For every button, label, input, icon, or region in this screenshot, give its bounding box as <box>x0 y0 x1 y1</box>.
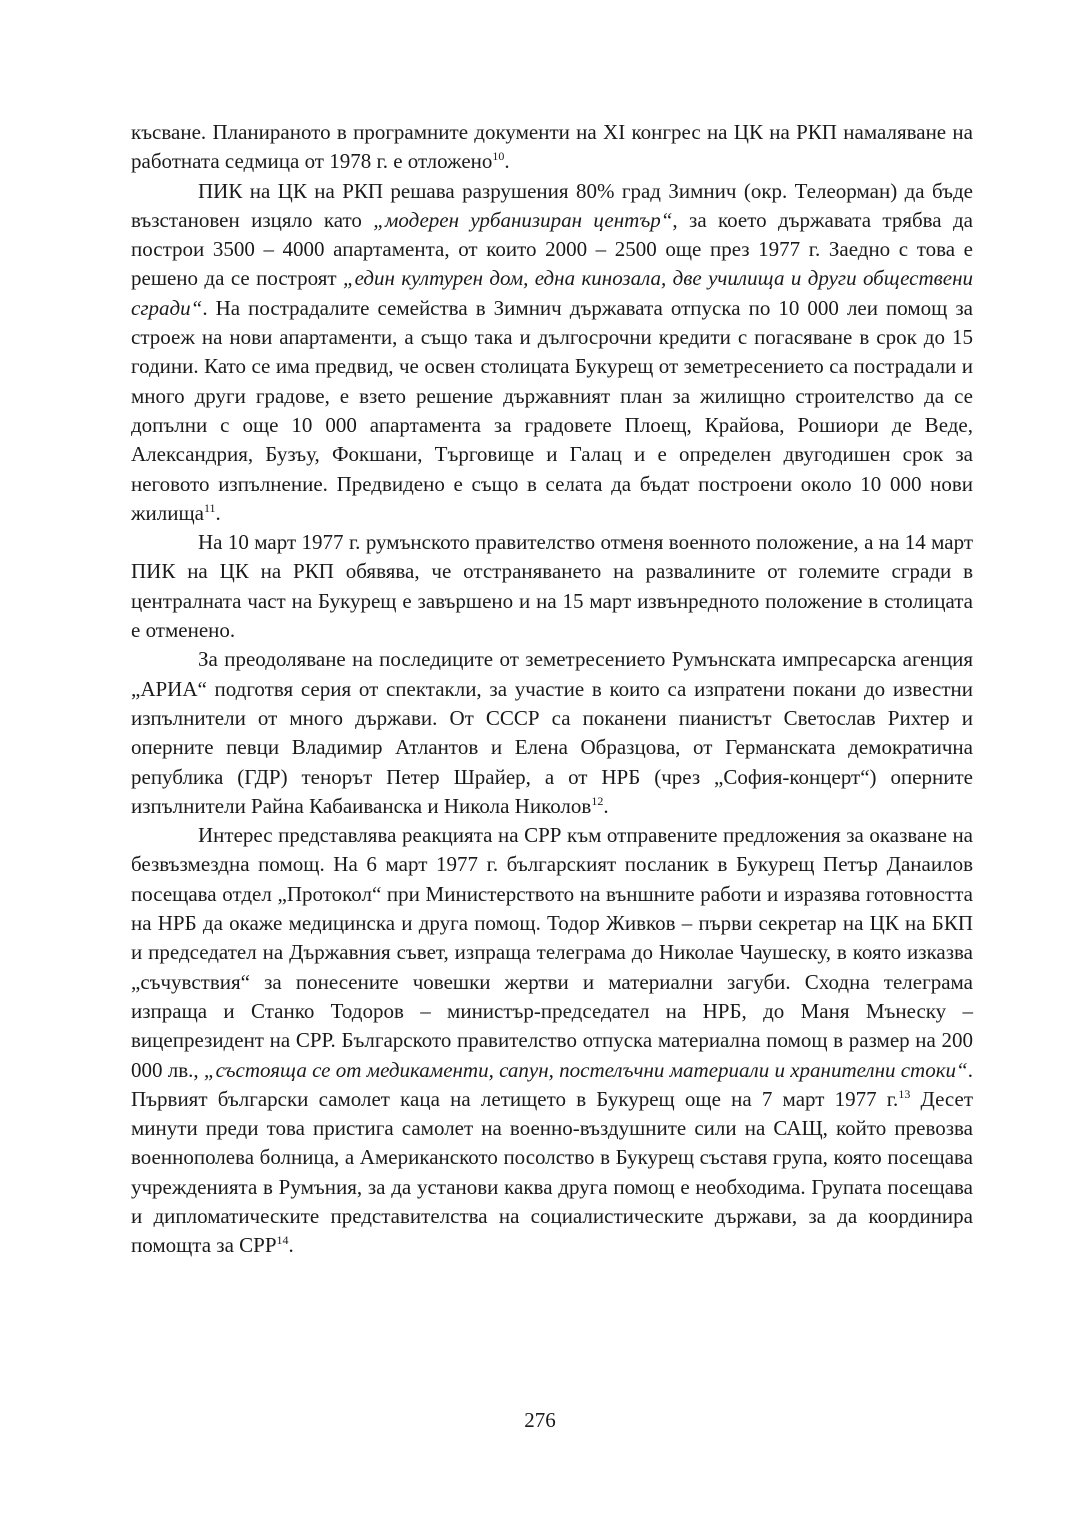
text-run: За преодоляване на последиците от земетресението Румънската импресарска агенция „АРИА“ подготвя серия от спектакли, за участие в които са изпратени покани до известни изпълнители от много държави. От СССР са поканени пианистът Светослав Рихтер и оперните певци Владимир Атлантов и Елена Образцова, от Германската демократична република (ГДР) тенорът Петер Шрайер, а от НРБ (чрез „София-концерт“) оперните изпълнители Райна Кабаиванска и Никола Николов <box>131 647 973 818</box>
text-run: Интерес представлява реакцията на СРР към отправените предложения за оказване на безвъзмездна помощ. На 6 март 1977 г. българският посланик в Букурещ Петър Данаилов посещава отдел „Протокол“ при Министерството на външните работи и изразява готовността на НРБ да окаже медицинска и друга помощ. Тодор Живков – първи секретар на ЦК на БКП и председател на Държавния съвет, изпраща телеграма до Николае Чаушеску, в която изказва „съчувствия“ за понесените човешки жертви и материални загуби. Сходна телеграма изпраща и Станко Тодоров – министър-председател на НРБ, до Маня Мънеску – вицепрезидент на СРР. Българското правителство отпуска материална помощ в размер на 200 000 лв., <box>131 823 973 1082</box>
text-run: . <box>603 793 609 818</box>
body-text <box>131 118 973 1261</box>
text-run: . <box>504 149 510 174</box>
italic-quote: „състояща се от медикаменти, сапун, постелъчни материали и хранителни стоки“ <box>203 1057 968 1082</box>
paragraph-3 <box>131 528 973 645</box>
text-run: . Първият български самолет каца на летището в Букурещ още на 7 март 1977 г. <box>131 1057 973 1111</box>
text-run: Десет минути преди това пристига самолет на военно-въздушните сили на САЩ, който превозва военнополева болница, а Американското посолство в Букурещ съставя група, която посещава учрежденията в Румъния, за да установи каква друга помощ е необходима. Групата посещава и дипломатическите представителства на социалистическите държави, за да координира помощта за СРР <box>131 1086 974 1258</box>
footnote-ref: 11 <box>203 500 216 515</box>
footnote-ref: 12 <box>591 793 604 808</box>
text-run: . На пострадалите семейства в Зимнич държавата отпуска по 10 000 леи помощ за строеж на нови апартаменти, а също така и дългосрочни кредити с погасяване в срок до 15 години. Като се има предвид, че освен столицата Букурещ от земетресението са пострадали и много други градове, е взето решение държавният план за жилищно строителство да се допълни с още 10 000 апартамента за градовете Плоещ, Крайова, Рошиори де Веде, Александрия, Бузъу, Фокшани, Търговище и Галац и е определен двугодишен срок за неговото изпълнение. Предвидено е също в селата да бъдат построени около 10 000 нови жилища <box>131 295 973 525</box>
text-run: На 10 март 1977 г. румънското правителство отменя военното положение, а на 14 март ПИК на ЦК на РКП обявява, че отстраняването на развалините от големите сгради в централната част на Букурещ е завършено и на 15 март извънредното положение в столицата е отменено. <box>131 530 973 643</box>
text-run: . <box>215 500 221 525</box>
paragraph-4 <box>131 645 973 821</box>
text-run: , за което държавата трябва да построи 3500 – 4000 апартамента, от които 2000 – 2500 още през 1977 г. Заедно с това е решено да се построят <box>131 207 973 291</box>
paragraph-1 <box>131 118 973 177</box>
footnote-ref: 13 <box>898 1086 911 1101</box>
footnote-ref: 10 <box>492 149 505 164</box>
paragraph-5 <box>131 821 973 1260</box>
text-run: ПИК на ЦК на РКП решава разрушения 80% град Зимнич (окр. Телеорман) да бъде възстановен изцяло като <box>131 178 973 232</box>
page-number: 276 <box>524 1408 556 1432</box>
italic-quote: „модерен урбанизиран център“ <box>373 207 673 232</box>
footnote-ref: 14 <box>276 1233 289 1248</box>
paragraph-2 <box>131 177 973 529</box>
text-run: . <box>288 1233 294 1258</box>
text-run: късване. Планираното в програмните документи на XI конгрес на ЦК на РКП намаляване на работната седмица от 1978 г. е отложено <box>131 120 973 174</box>
italic-quote: „един културен дом, една кинозала, две училища и други обществени сгради“ <box>131 266 974 320</box>
